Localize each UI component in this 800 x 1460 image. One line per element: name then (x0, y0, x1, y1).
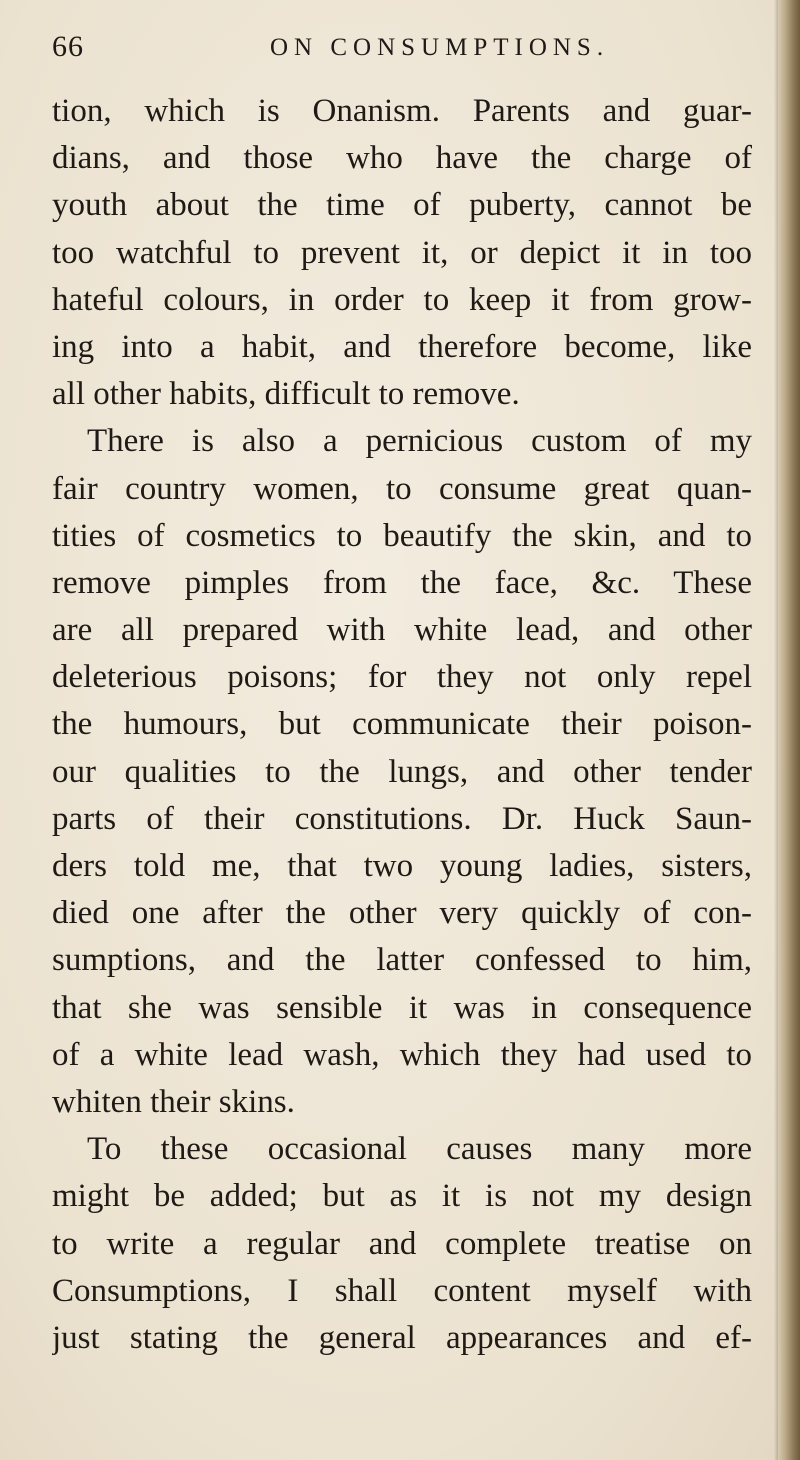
text-line: ing into a habit, and therefore become, like (52, 328, 752, 365)
text-line: sumptions, and the latter confessed to him, (52, 942, 752, 979)
text-line: fair country women, to consume great quan- (52, 470, 752, 507)
text-line: died one after the other very quickly of con- (52, 895, 752, 932)
text-line: our qualities to the lungs, and other tender (52, 753, 752, 790)
text-line: just stating the general appearances and ef- (52, 1319, 752, 1356)
text-line: dians, and those who have the charge of (52, 140, 752, 177)
text-line: parts of their constitutions. Dr. Huck Saun- (52, 800, 752, 837)
text-line: Consumptions, I shall content myself with (52, 1272, 752, 1309)
paragraph-first-line: To these occasional causes many more (87, 1131, 752, 1168)
text-line: that she was sensible it was in consequence (52, 989, 752, 1026)
text-line: tities of cosmetics to beautify the skin, and to (52, 517, 752, 554)
text-line: too watchful to prevent it, or depict it in too (52, 234, 752, 271)
text-line: youth about the time of puberty, cannot be (52, 187, 752, 224)
text-line: are all prepared with white lead, and other (52, 612, 752, 649)
text-line: remove pimples from the face, &c. These (52, 564, 752, 601)
running-head (52, 30, 752, 70)
page-number: 66 (52, 30, 84, 63)
text-line: the humours, but communicate their poison- (52, 706, 752, 743)
text-line: deleterious poisons; for they not only repel (52, 659, 752, 696)
text-line: all other habits, difficult to remove. (52, 376, 520, 413)
text-line: of a white lead wash, which they had used to (52, 1036, 752, 1073)
text-line: whiten their skins. (52, 1083, 295, 1120)
text-line: might be added; but as it is not my design (52, 1178, 752, 1215)
body-text (52, 88, 752, 1362)
book-binding-edge (778, 0, 800, 1460)
text-line: tion, which is Onanism. Parents and guar- (52, 93, 752, 129)
paragraph-first-line: There is also a pernicious custom of my (87, 423, 752, 460)
text-line: ders told me, that two young ladies, sisters, (52, 848, 752, 884)
text-line: hateful colours, in order to keep it from grow- (52, 281, 752, 318)
running-head-title: ON CONSUMPTIONS. (270, 34, 610, 61)
text-line: to write a regular and complete treatise on (52, 1225, 752, 1262)
